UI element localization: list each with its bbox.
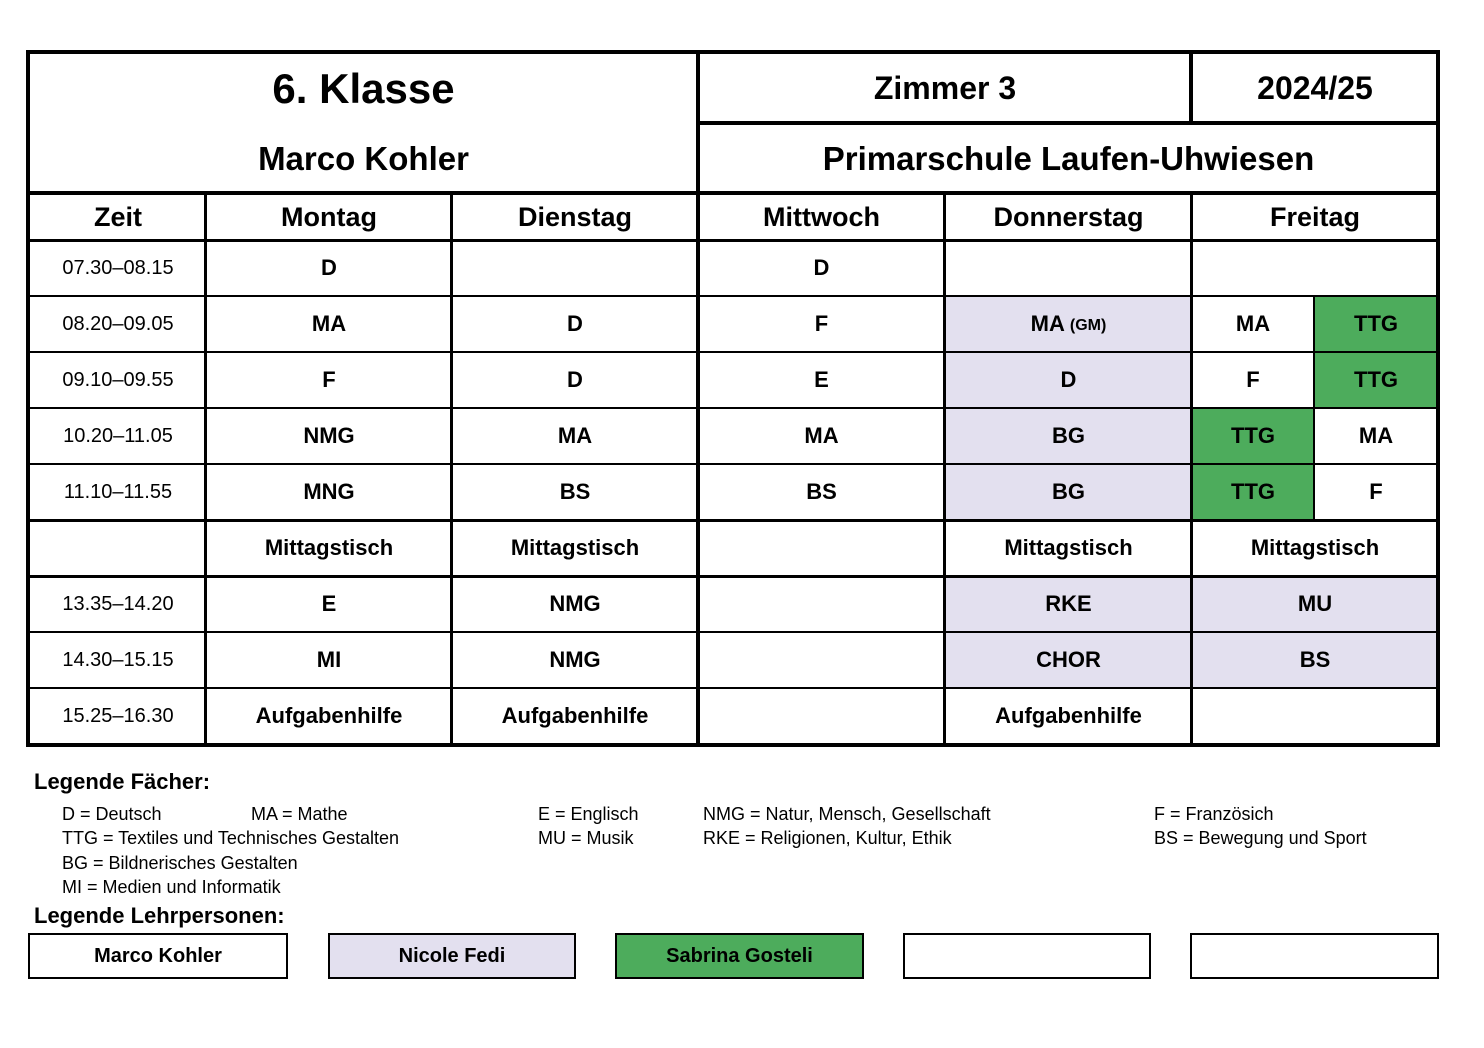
lesson-wed: BS <box>806 479 837 504</box>
time-slot: 07.30–08.15 <box>62 256 174 279</box>
teacher-box-empty <box>903 933 1151 979</box>
lesson-fri: BS <box>1299 647 1331 672</box>
grid-line <box>28 687 1438 689</box>
lesson-thu-ma-gm <box>945 296 1192 352</box>
lesson-thu: Aufgabenhilfe <box>995 703 1142 728</box>
lesson-thu-label: MA <box>1030 311 1065 336</box>
teacher-box-empty <box>1190 933 1439 979</box>
lesson-mon: D <box>321 255 337 280</box>
lesson-thu: CHOR <box>1036 647 1101 672</box>
grid-line <box>450 193 453 745</box>
lesson-tue: NMG <box>549 647 601 672</box>
lesson-wed: MA <box>804 423 839 448</box>
grid-line <box>1190 193 1193 745</box>
lesson-wed: D <box>813 255 830 280</box>
grid-line <box>696 52 700 195</box>
lesson-wed: E <box>814 367 829 392</box>
lesson-tue: Mittagstisch <box>510 535 640 560</box>
lesson-fri-a: TTG <box>1231 479 1275 504</box>
lesson-fri-a: TTG <box>1231 423 1275 448</box>
table-border <box>26 743 1440 747</box>
legend-item: MI = Medien und Informatik <box>62 877 281 897</box>
lesson-tue <box>452 240 698 296</box>
legend-subjects-title: Legende Fächer: <box>34 769 211 794</box>
lesson-thu-suffix: (GM) <box>1069 316 1107 334</box>
lesson-mon: MNG <box>303 479 355 504</box>
time-slot: 08.20–09.05 <box>62 312 174 335</box>
lesson-thu: D <box>1060 367 1077 392</box>
grid-line <box>696 193 700 745</box>
teacher-name: Marco Kohler <box>258 140 469 177</box>
grid-line <box>1189 52 1193 124</box>
col-header-dienstag: Dienstag <box>517 201 633 232</box>
room: Zimmer 3 <box>873 69 1017 106</box>
lesson-fri-b: TTG <box>1354 311 1398 336</box>
grid-line <box>1313 296 1315 521</box>
lesson-fri-b: F <box>1369 479 1383 504</box>
time-slot: 13.35–14.20 <box>62 592 174 615</box>
lesson-fri-a: MA <box>1235 311 1271 336</box>
legend-item: D = Deutsch <box>62 804 162 824</box>
teacher-box-nicole-fedi: Nicole Fedi <box>328 933 576 979</box>
grid-line <box>28 575 1438 578</box>
grid-line <box>28 295 1438 297</box>
table-border <box>1436 50 1440 747</box>
lesson-tue: Aufgabenhilfe <box>501 703 649 728</box>
time-slot: 11.10–11.55 <box>63 480 173 503</box>
time-slot: 09.10–09.55 <box>62 368 174 391</box>
lesson-tue: NMG <box>549 591 601 616</box>
lesson-tue: D <box>567 367 583 392</box>
lesson-mon: MA <box>311 311 347 336</box>
lesson-thu: BG <box>1052 423 1085 448</box>
legend-item: TTG = Textiles und Technisches Gestalten <box>62 828 400 848</box>
legend-item: RKE = Religionen, Kultur, Ethik <box>703 828 952 848</box>
legend-item: MU = Musik <box>538 828 634 848</box>
time-slot: 15.25–16.30 <box>62 704 174 727</box>
lesson-thu: Mittagstisch <box>1004 535 1133 560</box>
legend-item: E = Englisch <box>538 804 639 824</box>
grid-line <box>28 519 1438 522</box>
legend-teachers-title: Legende Lehrpersonen: <box>34 903 285 928</box>
teacher-box-marco-kohler: Marco Kohler <box>28 933 288 979</box>
lesson-mon: NMG <box>303 423 355 448</box>
lesson-fri <box>1192 688 1438 744</box>
lesson-fri-b: MA <box>1358 423 1394 448</box>
lesson-thu <box>945 240 1192 296</box>
time-slot <box>30 520 206 576</box>
lesson-thu: BG <box>1052 479 1085 504</box>
grid-line <box>943 193 946 745</box>
col-header-donnerstag: Donnerstag <box>993 201 1144 232</box>
legend-item: F = Französich <box>1154 804 1274 824</box>
grid-line <box>28 631 1438 633</box>
table-border <box>26 50 1440 54</box>
class-name: 6. Klasse <box>272 65 455 112</box>
lesson-mon: MI <box>316 647 342 672</box>
lesson-wed: F <box>814 311 829 336</box>
lesson-tue: D <box>567 311 583 336</box>
grid-line <box>28 191 1438 195</box>
table-border <box>26 50 30 747</box>
teacher-box-sabrina-gosteli: Sabrina Gosteli <box>615 933 864 979</box>
col-header-zeit: Zeit <box>93 201 142 232</box>
lesson-fri-a: F <box>1246 367 1260 392</box>
school-name: Primarschule Laufen-Uhwiesen <box>822 140 1315 177</box>
col-header-mittwoch: Mittwoch <box>763 201 880 232</box>
grid-line <box>28 351 1438 353</box>
time-slot: 10.20–11.05 <box>63 424 173 447</box>
col-header-montag: Montag <box>281 201 377 232</box>
legend-item: MA = Mathe <box>251 804 348 824</box>
school-year: 2024/25 <box>1257 69 1373 106</box>
lesson-fri: Mittagstisch <box>1250 535 1380 560</box>
lesson-tue: BS <box>559 479 591 504</box>
lesson-wed <box>698 520 945 576</box>
lesson-fri-a <box>1192 240 1438 296</box>
lesson-thu: RKE <box>1045 591 1092 616</box>
legend-item: NMG = Natur, Mensch, Gesellschaft <box>703 804 991 824</box>
lesson-wed <box>698 688 945 744</box>
legend-item: BG = Bildnerisches Gestalten <box>62 853 298 873</box>
grid-line <box>28 239 1438 242</box>
legend-item: BS = Bewegung und Sport <box>1154 828 1367 848</box>
grid-line <box>28 407 1438 409</box>
lesson-fri: MU <box>1297 591 1333 616</box>
lesson-mon: Mittagstisch <box>264 535 394 560</box>
time-slot: 14.30–15.15 <box>62 648 174 671</box>
lesson-tue: MA <box>557 423 593 448</box>
lesson-wed <box>698 576 945 632</box>
lesson-mon: F <box>322 367 336 392</box>
grid-line <box>204 193 207 745</box>
lesson-mon: E <box>321 591 337 616</box>
grid-line <box>698 121 1438 125</box>
col-header-freitag: Freitag <box>1269 201 1361 232</box>
lesson-mon: Aufgabenhilfe <box>255 703 403 728</box>
lesson-fri-b: TTG <box>1354 367 1398 392</box>
grid-line <box>28 463 1438 465</box>
lesson-wed <box>698 632 945 688</box>
